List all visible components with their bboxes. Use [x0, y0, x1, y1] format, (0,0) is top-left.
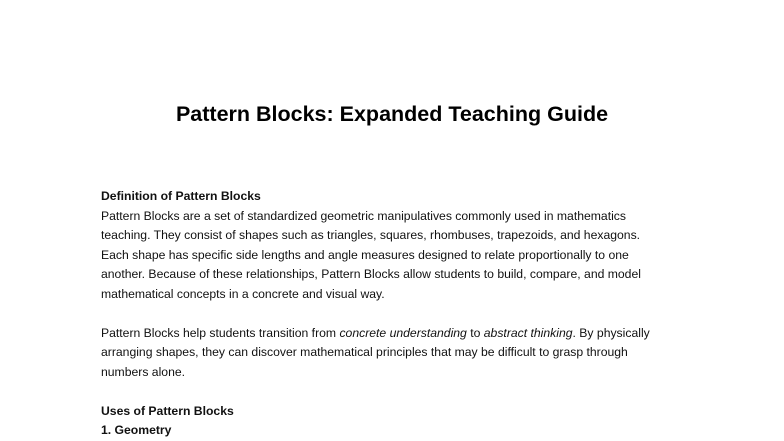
document-body [101, 187, 701, 441]
emphasis-abstract: abstract thinking [483, 325, 573, 340]
section-heading-uses: Uses of Pattern Blocks [101, 403, 234, 418]
paragraph-spacer [101, 304, 701, 324]
text-line: another. Because of these relationships, Pattern Blocks allow students to build, compare, and model [101, 267, 641, 281]
emphasis-concrete: concrete understanding [339, 325, 467, 340]
text-span: Pattern Blocks help students transition from [101, 325, 340, 340]
text-span: to [466, 325, 484, 340]
paragraph-spacer [101, 382, 701, 402]
text-line: Each shape has specific side lengths and angle measures designed to relate proportionally to one [101, 247, 629, 262]
text-line: mathematical concepts in a concrete and visual way. [101, 286, 385, 301]
paragraph-transition [101, 324, 701, 383]
text-line [101, 324, 701, 344]
text-line: numbers alone. [101, 364, 186, 379]
paragraph-definition [101, 207, 701, 305]
text-line: Pattern Blocks are a set of standardized geometric manipulatives commonly used in mathematics [101, 208, 626, 223]
text-line: arranging shapes, they can discover mathematical principles that may be difficult to grasp through [101, 345, 628, 359]
page-title: Pattern Blocks: Expanded Teaching Guide [175, 102, 609, 126]
text-line: teaching. They consist of shapes such as triangles, squares, rhombuses, trapezoids, and hexagons. [101, 228, 641, 242]
subsection-heading-geometry: 1. Geometry [101, 423, 172, 437]
text-span: . By physically [572, 325, 650, 340]
section-heading-definition: Definition of Pattern Blocks [101, 189, 261, 203]
